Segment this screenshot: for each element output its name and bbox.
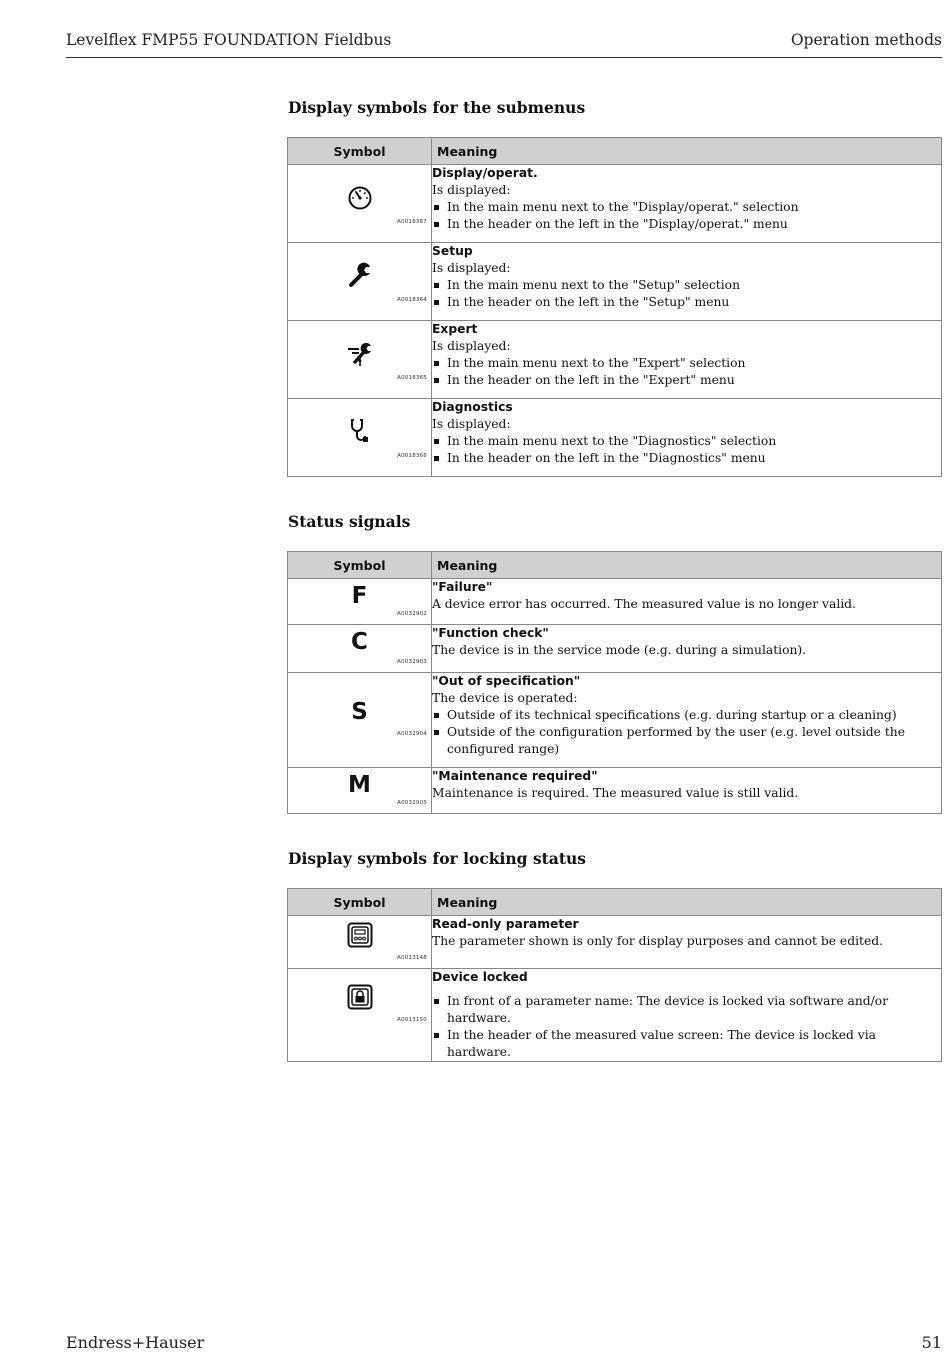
table-header-row xyxy=(288,889,942,916)
table-row xyxy=(288,673,942,768)
symbol-cell xyxy=(288,579,432,625)
symbol-cell xyxy=(288,243,432,321)
table-row xyxy=(288,969,942,1062)
table-row xyxy=(288,625,942,673)
locking-status-table xyxy=(287,888,942,1062)
table-row xyxy=(288,916,942,969)
meaning-text: A device error has occurred. The measured value is no longer valid. xyxy=(432,597,856,611)
meaning-title: "Maintenance required" xyxy=(432,769,598,783)
meaning-intro: The device is operated: xyxy=(432,691,578,705)
meaning-cell xyxy=(432,579,942,625)
meaning-title: "Out of specification" xyxy=(432,674,581,688)
table-row xyxy=(288,165,942,243)
maintenance-required-letter-icon: M xyxy=(348,772,371,798)
list-item: In the main menu next to the "Display/operat." selection xyxy=(432,199,941,216)
column-header-meaning: Meaning xyxy=(432,889,942,916)
meaning-text: The device is in the service mode (e.g. during a simulation). xyxy=(432,643,807,657)
status-signals-table xyxy=(287,551,942,814)
symbol-cell xyxy=(288,768,432,814)
symbol-cell xyxy=(288,916,432,969)
out-of-specification-letter-icon: S xyxy=(351,699,368,725)
table-header-row xyxy=(288,138,942,165)
meaning-cell xyxy=(432,768,942,814)
meaning-cell xyxy=(432,916,942,969)
expert-icon xyxy=(346,339,374,367)
meaning-text: The parameter shown is only for display purposes and cannot be edited. xyxy=(432,934,883,948)
table-row xyxy=(288,321,942,399)
meaning-title: "Function check" xyxy=(432,626,549,640)
symbol-cell xyxy=(288,673,432,768)
table-row xyxy=(288,399,942,477)
page-footer xyxy=(66,1333,942,1352)
header-chapter-title: Operation methods xyxy=(790,31,942,49)
failure-letter-icon: F xyxy=(351,583,368,609)
meaning-title: Display/operat. xyxy=(432,166,538,180)
page-number: 51 xyxy=(921,1333,942,1352)
column-header-meaning: Meaning xyxy=(432,138,942,165)
page-header xyxy=(66,31,942,49)
header-divider xyxy=(66,57,942,58)
list-item: In the main menu next to the "Diagnostics" selection xyxy=(432,433,941,450)
meaning-cell xyxy=(432,165,942,243)
list-item: In the header on the left in the "Expert" menu xyxy=(432,372,941,389)
meaning-intro: Is displayed: xyxy=(432,417,511,431)
symbol-cell xyxy=(288,969,432,1062)
meaning-intro: Is displayed: xyxy=(432,261,511,275)
list-item: In the header on the left in the "Diagnostics" menu xyxy=(432,450,941,467)
column-header-symbol: Symbol xyxy=(288,552,432,579)
meaning-text: Maintenance is required. The measured value is still valid. xyxy=(432,786,799,800)
list-item: In the main menu next to the "Setup" selection xyxy=(432,277,941,294)
column-header-symbol: Symbol xyxy=(288,138,432,165)
symbol-code: A0032904 xyxy=(397,731,427,737)
meaning-title: Read-only parameter xyxy=(432,917,579,931)
section-title-locking-status: Display symbols for locking status xyxy=(288,849,586,868)
meaning-cell xyxy=(432,321,942,399)
symbol-code: A0018366 xyxy=(397,453,427,459)
list-item: Outside of its technical specifications (e.g. during startup or a cleaning) xyxy=(432,707,941,724)
meaning-intro: Is displayed: xyxy=(432,339,511,353)
list-item: In the header on the left in the "Display/operat." menu xyxy=(432,216,941,233)
table-row xyxy=(288,243,942,321)
meaning-title: "Failure" xyxy=(432,580,493,594)
column-header-meaning: Meaning xyxy=(432,552,942,579)
submenu-symbols-table xyxy=(287,137,942,477)
table-row xyxy=(288,768,942,814)
footer-brand: Endress+Hauser xyxy=(66,1333,205,1352)
meaning-title: Diagnostics xyxy=(432,400,513,414)
gauge-icon xyxy=(347,185,373,211)
symbol-cell xyxy=(288,165,432,243)
symbol-code: A0018365 xyxy=(397,375,427,381)
symbol-cell xyxy=(288,399,432,477)
function-check-letter-icon: C xyxy=(351,629,368,655)
meaning-intro: Is displayed: xyxy=(432,183,511,197)
read-only-icon xyxy=(347,922,373,948)
symbol-cell xyxy=(288,625,432,673)
meaning-title: Device locked xyxy=(432,970,528,984)
list-item: In the header on the left in the "Setup" menu xyxy=(432,294,941,311)
section-title-status-signals: Status signals xyxy=(288,512,411,531)
meaning-cell xyxy=(432,399,942,477)
symbol-code: A0018367 xyxy=(397,219,427,225)
section-title-submenus: Display symbols for the submenus xyxy=(288,98,586,117)
meaning-cell xyxy=(432,243,942,321)
symbol-code: A0032905 xyxy=(397,800,427,806)
symbol-cell xyxy=(288,321,432,399)
meaning-cell xyxy=(432,673,942,768)
wrench-icon xyxy=(346,261,374,289)
list-item: In the main menu next to the "Expert" selection xyxy=(432,355,941,372)
symbol-code: A0013150 xyxy=(397,1017,427,1023)
stethoscope-icon xyxy=(346,417,374,445)
symbol-code: A0018364 xyxy=(397,297,427,303)
meaning-cell xyxy=(432,625,942,673)
list-item: In the header of the measured value screen: The device is locked via hardware. xyxy=(432,1027,941,1061)
list-item: In front of a parameter name: The device is locked via software and/or hardware. xyxy=(432,993,941,1027)
table-header-row xyxy=(288,552,942,579)
meaning-title: Expert xyxy=(432,322,478,336)
lock-icon xyxy=(347,984,373,1010)
list-item: Outside of the configuration performed by the user (e.g. level outside the configured range) xyxy=(432,724,941,758)
table-row xyxy=(288,579,942,625)
meaning-cell xyxy=(432,969,942,1062)
symbol-code: A0032902 xyxy=(397,611,427,617)
symbol-code: A0032903 xyxy=(397,659,427,665)
header-document-title: Levelflex FMP55 FOUNDATION Fieldbus xyxy=(66,31,392,49)
meaning-title: Setup xyxy=(432,244,473,258)
column-header-symbol: Symbol xyxy=(288,889,432,916)
symbol-code: A0013148 xyxy=(397,955,427,961)
